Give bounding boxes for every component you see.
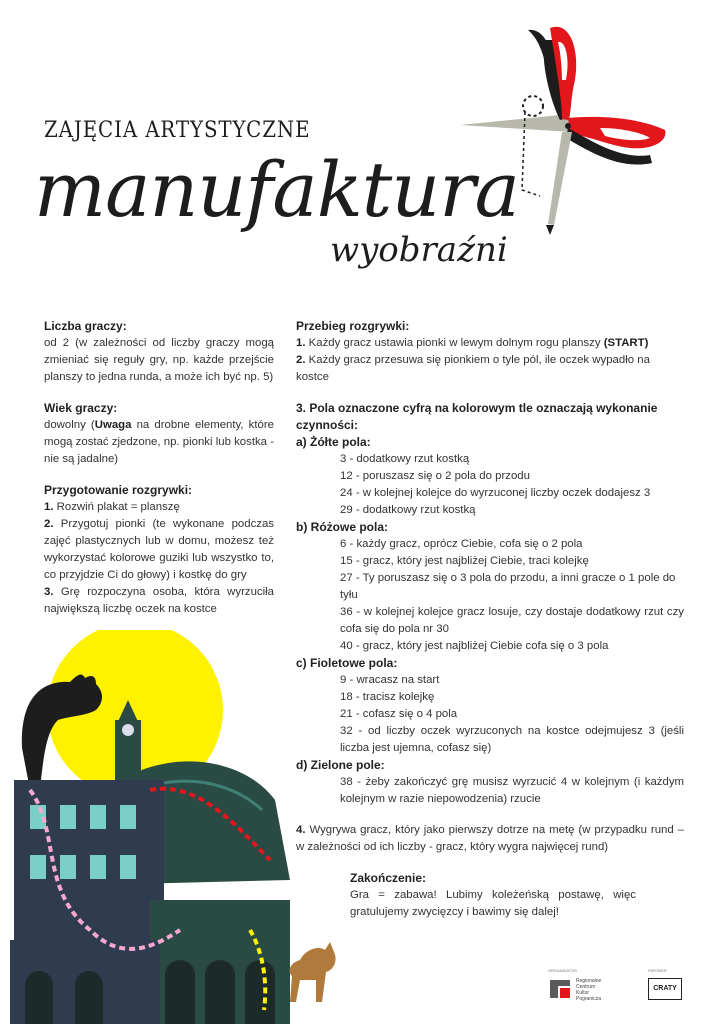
players-text: od 2 (w zależności od liczby graczy mogą zmieniać się reguły gry, np. każde przejście planszy to jedna runda, a może ich być np. 5) xyxy=(44,337,274,383)
brand-title: manufaktura xyxy=(34,145,519,234)
flow-step-1: 1. Każdy gracz ustawia pionki w lewym dolnym rogu planszy (START) xyxy=(296,337,649,349)
players-title: Liczba graczy: xyxy=(44,319,127,333)
pink-item: 27 - Ty poruszasz się o 3 pola do przodu, a inni gracze o 1 pole do tyłu xyxy=(340,572,676,601)
age-text: dowolny (Uwaga na drobne elementy, które mogą zostać zjedzone, np. pionki lub kostka - nie są jadalne) xyxy=(44,419,274,465)
header-kicker: ZAJĘCIA ARTYSTYCZNE xyxy=(44,118,311,143)
flow-step-2: 2. Każdy gracz przesuwa się pionkiem o tyle pól, ile oczek wypadło na kostce xyxy=(296,354,650,383)
partner-logo: CRATY xyxy=(648,978,682,1000)
violet-item: 9 - wracasz na start xyxy=(340,674,440,686)
partner-label: PARTNER xyxy=(648,968,667,973)
end-title: Zakończenie: xyxy=(350,871,427,885)
horse-icon xyxy=(290,942,336,1002)
pink-item: 36 - w kolejnej kolejce gracz losuje, czy dostaje dodatkowy rzut czy cofa się do pola nr 30 xyxy=(340,606,684,635)
violet-item: 21 - cofasz się o 4 pola xyxy=(340,708,458,720)
left-column xyxy=(44,318,274,618)
organizer-logo-icon xyxy=(548,978,572,1000)
pink-title: b) Różowe pola: xyxy=(296,520,388,534)
green-item: 38 - żeby zakończyć grę musisz wyrzucić 4 w kolejnym (i każdym kolejnym w razie niepowodzenia) rzucie xyxy=(340,776,684,805)
yellow-title: a) Żółte pola: xyxy=(296,435,371,449)
scissors-icon xyxy=(450,20,680,235)
age-title: Wiek graczy: xyxy=(44,401,118,415)
town-illustration xyxy=(0,630,360,1024)
yellow-item: 24 - w kolejnej kolejce do wyrzuconej liczby oczek dodajesz 3 xyxy=(340,487,651,499)
win-rule: 4. Wygrywa gracz, który jako pierwszy dotrze na metę (w przypadku rund – w zależności od ich liczby - gracz, który wygra najwięcej rund) xyxy=(296,824,684,853)
footer-logos xyxy=(540,966,690,1006)
violet-item: 32 - od liczby oczek wyrzuconych na kostce odejmujesz 3 (jeśli liczba jest ujemna, cofasz się) xyxy=(340,725,684,754)
violet-item: 18 - tracisz kolejkę xyxy=(340,691,435,703)
prep-title: Przygotowanie rozgrywki: xyxy=(44,483,193,497)
pink-item: 40 - gracz, który jest najbliżej Ciebie cofa się o 3 pola xyxy=(340,640,609,652)
prep-item-1: 1. Rozwiń plakat = planszę xyxy=(44,501,180,513)
end-text: Gra = zabawa! Lubimy koleżeńską postawę, więc gratulujemy zwycięzcy i bawimy się dalej! xyxy=(350,889,636,918)
yellow-item: 12 - poruszasz się o 2 pola do przodu xyxy=(340,470,530,482)
prep-item-2: 2. Przygotuj pionki (te wykonane podczas zajęć plastycznych lub w domu, możesz też wykorzystać kolorowe guziki lub wszystko to, co przyjdzie Ci do głowy) i kostkę do gry xyxy=(44,518,274,581)
flow-title: Przebieg rozgrywki: xyxy=(296,319,410,333)
yellow-item: 29 - dodatkowy rzut kostką xyxy=(340,504,476,516)
pink-item: 6 - każdy gracz, oprócz Ciebie, cofa się o 2 pola xyxy=(340,538,583,550)
violet-title: c) Fioletowe pola: xyxy=(296,656,398,670)
green-title: d) Zielone pole: xyxy=(296,758,385,772)
fields-title: 3. Pola oznaczone cyfrą na kolorowym tle oznaczają wykonanie czynności: xyxy=(296,401,658,432)
organizer-label: ORGANIZATOR xyxy=(548,968,577,973)
brand-subtitle: wyobraźni xyxy=(330,230,508,270)
prep-item-3: 3. Grę rozpoczyna osoba, która wyrzuciła największą liczbę oczek na kostce xyxy=(44,586,274,615)
organizer-name: Regionalne Centrum Kultur Pogranicza xyxy=(576,978,602,1002)
pink-item: 15 - gracz, który jest najbliżej Ciebie, traci kolejkę xyxy=(340,555,589,567)
yellow-item: 3 - dodatkowy rzut kostką xyxy=(340,453,470,465)
